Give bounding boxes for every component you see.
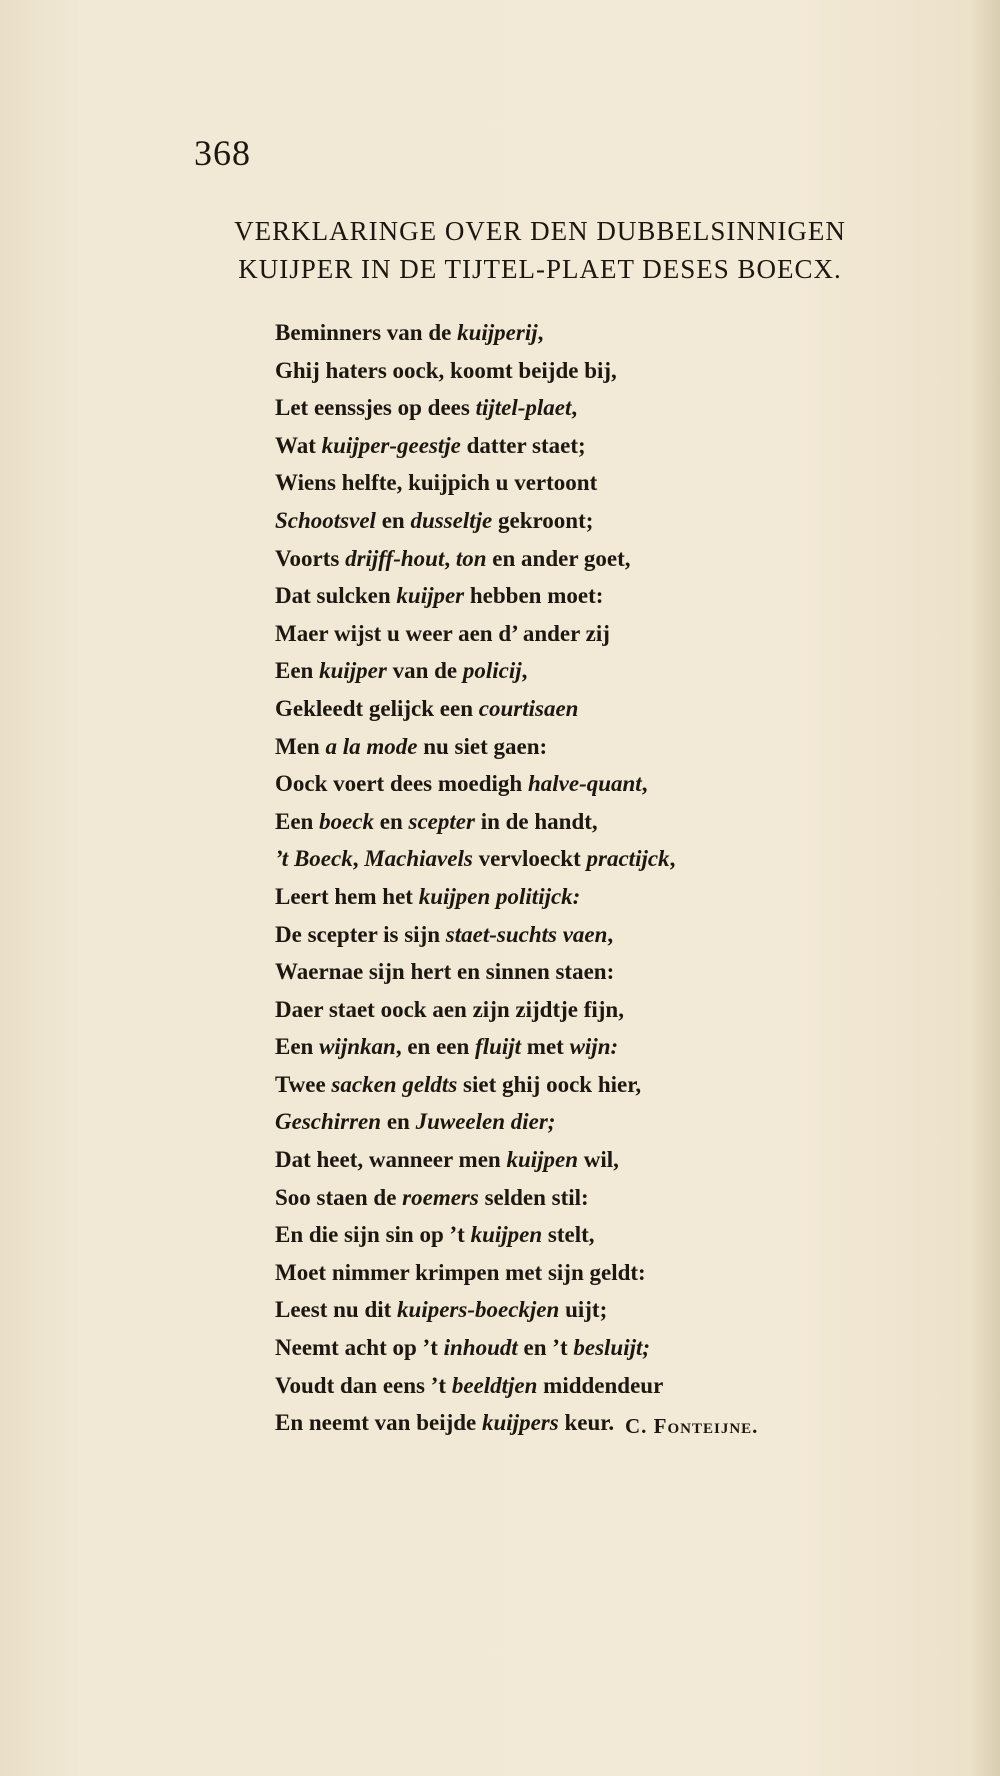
poem-title-line-1: VERKLARINGE OVER DEN DUBBELSINNIGEN [234,216,846,246]
poem-line-text: Men [275,733,326,759]
poem-title-line-2: KUIJPER IN DE TIJTEL-PLAET DESES BOECX. [238,254,842,284]
poem-line [275,991,675,1029]
poem-line-text: en [381,1109,416,1135]
poem-line [275,1179,675,1217]
poem-line-italic-text: kuijpers [482,1410,559,1436]
poem-line-italic-text: dusseltje [410,507,493,533]
poem-line-text: uijt; [559,1297,608,1323]
poem-line-text: Daer staet oock aen zijn zijdtje fijn, [275,996,624,1022]
poem-line-text: middendeur [537,1372,664,1398]
poem-line-italic-text: besluijt; [573,1335,651,1361]
poem-line-italic-text: kuijpen [506,1147,579,1173]
poem-line-text: Gekleedt gelijck een [275,695,479,721]
poem-line-text: , [641,771,648,797]
poem-line-italic-text: halve-quant [527,771,642,797]
poem-line-text: gekroont; [492,507,594,533]
poem-line [275,540,675,578]
poem-line-text: De scepter is sijn [275,921,446,947]
poem-line-italic-text: policij [462,658,522,684]
poem-line-text: Een [275,1034,320,1060]
poem-line-text: En die sijn sin op ’t [275,1222,471,1248]
poem-line-text: siet ghij oock hier, [457,1071,642,1097]
poem-line-text: Moet nimmer krimpen met sijn geldt: [275,1259,646,1285]
poem-line-text: keur. [558,1410,615,1436]
poem-line-italic-text: kuijpen politijck: [418,883,581,909]
author-signature: C. Fonteijne. [625,1414,759,1438]
poem-line-italic-text: Machiavels [364,846,473,872]
poem-line-italic-text: staet-suchts vaen [445,921,608,947]
poem-line-text: Beminners van de [275,320,458,345]
poem-line-text: , [571,395,578,421]
poem-line-text: en [374,808,409,834]
poem-line-text: Leest nu dit [275,1297,398,1323]
poem-line [275,1216,675,1254]
poem-line-italic-text: a la mode [325,733,418,759]
poem-line-text: en ander goet, [486,545,631,571]
poem-line-text: in de handt, [474,808,598,834]
poem-line [275,803,675,841]
poem-line-text: , en een [395,1034,476,1060]
poem-line-text: En neemt van beijde [275,1410,482,1436]
poem-line-text: van de [386,658,463,684]
poem-line-text: Twee [275,1071,332,1097]
poem-line-text: Dat heet, wanneer men [275,1147,507,1173]
poem-line-text: Een [275,808,320,834]
poem-title [170,212,910,288]
poem-line-text: Neemt acht op ’t [275,1335,444,1361]
poem-line-text: met [521,1034,570,1060]
poem-line-italic-text: ’t Boeck [275,846,353,872]
poem-line-text: Voorts [275,545,346,571]
poem-line [275,1367,675,1405]
poem-line [275,652,675,690]
poem-line-text: Dat sulcken [275,583,397,609]
poem-line [275,1404,675,1442]
poem-line [275,878,675,916]
poem-line [275,502,675,540]
poem-line-italic-text: drijff-hout [345,545,445,571]
poem-line-italic-text: kuijper [319,658,387,684]
poem-line [275,765,675,803]
poem-line-text: vervloeckt [472,846,587,872]
poem-line [275,1329,675,1367]
poem-line-italic-text: ton [455,545,487,571]
poem-line-text: hebben moet: [464,583,604,609]
page-number: 368 [194,133,251,173]
poem-line [275,389,675,427]
poem-line-italic-text: kuijperij [457,320,538,345]
poem-line-italic-text: Geschirren [275,1109,382,1135]
poem-line-italic-text: practijck [586,846,670,872]
poem-line-text: en [375,507,411,533]
poem-line [275,916,675,954]
poem-line-italic-text: beeldtjen [451,1372,538,1398]
poem-line [275,1141,675,1179]
poem-line [275,577,675,615]
poem-line-italic-text: wijn: [569,1034,619,1060]
poem-line [275,1103,675,1141]
poem-line-italic-text: courtisaen [478,695,579,721]
poem-line [275,840,675,878]
poem-line [275,1028,675,1066]
poem-line-text: Wiens helfte, kuijpich u vertoont [275,470,598,496]
poem-line-text: Ghij haters oock, koomt beijde bij, [275,357,617,383]
poem-line-text: Wat [275,432,322,458]
poem-line-text: Waernae sijn hert en sinnen staen: [275,959,615,985]
poem-line-text: selden stil: [478,1184,589,1210]
poem-line [275,953,675,991]
poem-line [275,352,675,390]
poem-line-italic-text: boeck [319,808,375,834]
poem-line [275,1066,675,1104]
poem-line-italic-text: tijtel-plaet [475,395,572,421]
poem-line-text: nu siet gaen: [417,733,548,759]
poem-line-text: , [669,846,676,872]
poem-line-text: , [537,320,544,345]
poem-line-text: Maer wijst u weer aen d’ ander zij [275,620,610,646]
poem-line-text: , [352,846,365,872]
poem-line-text: Een [275,658,320,684]
poem-line-text: , [444,545,456,571]
poem-line-text: stelt, [542,1222,595,1248]
poem-line-italic-text: kuijper-geestje [321,432,461,458]
poem-line-italic-text: Schootsvel [275,507,376,533]
poem-line-italic-text: inhoudt [443,1335,518,1361]
poem-line-text: Voudt dan eens ’t [275,1372,452,1398]
poem-line-italic-text: roemers [402,1184,479,1210]
poem-line-text: , [607,921,614,947]
poem-body [275,314,675,1442]
poem-line-italic-text: wijnkan [319,1034,396,1060]
poem-line-italic-text: kuijpen [470,1222,543,1248]
poem-line-italic-text: Juweelen dier; [415,1109,556,1135]
poem-line-text: wil, [578,1147,619,1173]
poem-line [275,314,675,352]
poem-line [275,615,675,653]
poem-line-text: Leert hem het [275,883,419,909]
poem-line-text: Soo staen de [275,1184,403,1210]
poem-line-text: datter staet; [460,432,586,458]
poem-line [275,464,675,502]
poem-line-text: en ’t [517,1335,574,1361]
poem-line-italic-text: scepter [408,808,475,834]
poem-line-italic-text: sacken geldts [331,1071,458,1097]
poem-line-text: Oock voert dees moedigh [275,771,528,797]
poem-line [275,427,675,465]
poem-line-italic-text: fluijt [475,1034,522,1060]
poem-line-text: , [521,658,528,684]
poem-line [275,1254,675,1292]
poem-line [275,690,675,728]
poem-line [275,1291,675,1329]
poem-line-italic-text: kuijper [396,583,465,609]
poem-line [275,728,675,766]
poem-line-text: Let eenssjes op dees [275,395,476,421]
poem-line-italic-text: kuipers-boeckjen [397,1297,560,1323]
